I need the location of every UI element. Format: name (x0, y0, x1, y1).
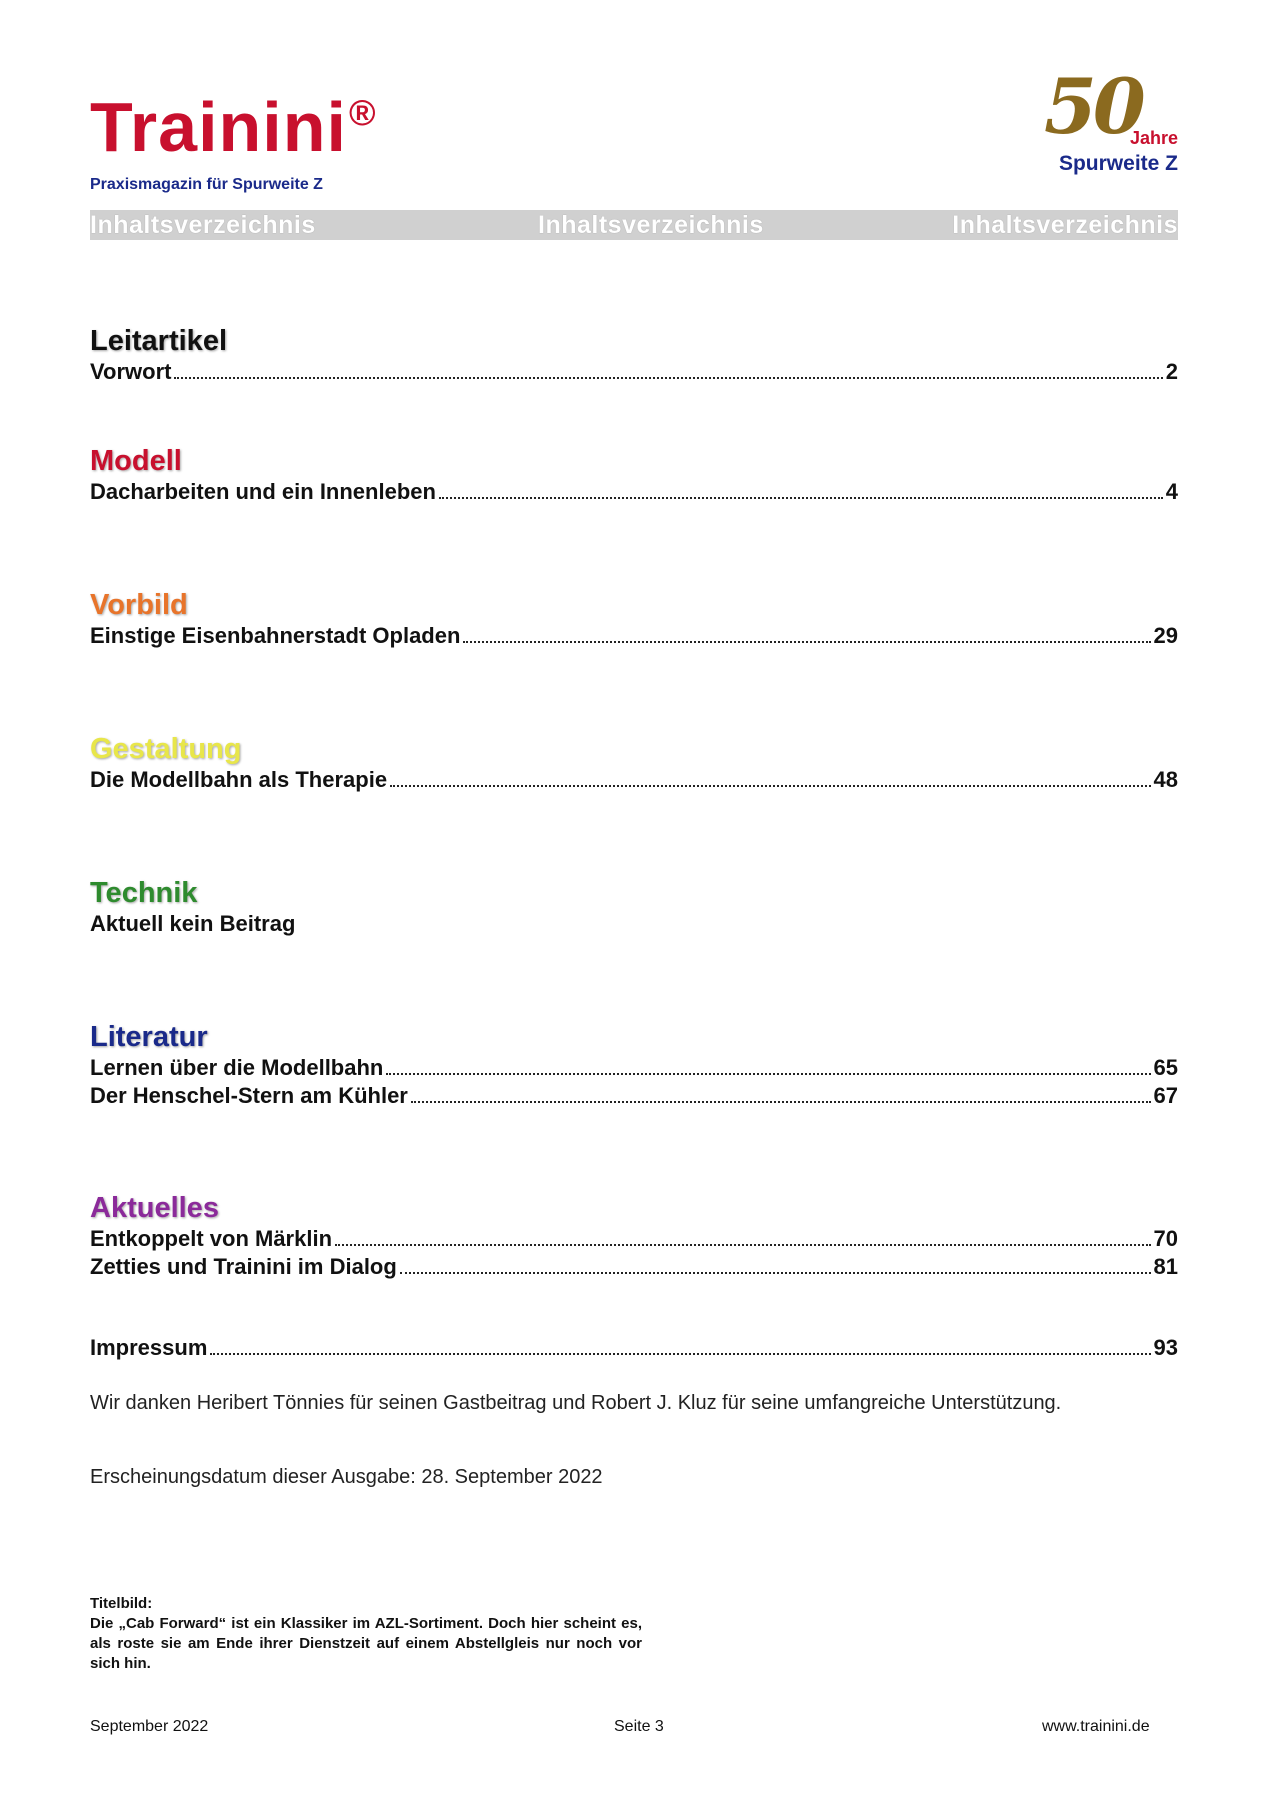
section-heading-vorbild: Vorbild (90, 589, 188, 621)
page-number: 4 (1165, 479, 1178, 504)
anniversary-subtitle: Spurweite Z (1058, 152, 1178, 175)
dot-leader (174, 377, 1162, 379)
toc-entry[interactable]: Vorwort 2 (90, 359, 1178, 384)
banner-text-center: Inhaltsverzeichnis (538, 211, 764, 239)
page-number: 48 (1153, 767, 1178, 792)
dot-leader (335, 1244, 1150, 1246)
registered-mark: ® (348, 92, 377, 133)
toc-section-gestaltung (90, 732, 1178, 794)
release-date-text: Erscheinungsdatum dieser Ausgabe: 28. September 2022 (90, 1466, 603, 1488)
toc-section-aktuelles (90, 1191, 1178, 1281)
toc-section-leitartikel (90, 324, 1178, 386)
toc-entry[interactable]: Zetties und Trainini im Dialog 81 (90, 1254, 1178, 1279)
dot-leader (439, 497, 1163, 499)
toc-entry[interactable]: Dacharbeiten und ein Innenleben 4 (90, 479, 1178, 504)
toc-section-technik (90, 876, 1178, 938)
page-number: 29 (1153, 623, 1178, 648)
section-heading-gestaltung: Gestaltung (90, 733, 242, 765)
section-heading-technik: Technik (90, 877, 198, 909)
section-heading-aktuelles: Aktuelles (90, 1192, 219, 1224)
caption-label: Titelbild: (90, 1595, 153, 1612)
dot-leader (386, 1073, 1150, 1075)
toc-note: Aktuell kein Beitrag (90, 911, 296, 936)
page-number: 2 (1165, 359, 1178, 384)
toc-entry[interactable]: Lernen über die Modellbahn 65 (90, 1055, 1178, 1080)
thanks-text: Wir danken Heribert Tönnies für seinen Gastbeitrag und Robert J. Kluz für seine umfangreiche Unterstützung. (90, 1392, 1062, 1414)
toc-entry-impressum[interactable]: Impressum 93 (90, 1335, 1178, 1360)
dot-leader (411, 1101, 1151, 1103)
dot-leader (390, 785, 1150, 787)
dot-leader (400, 1272, 1151, 1274)
footer-date: September 2022 (90, 1718, 209, 1735)
section-heading-literatur: Literatur (90, 1021, 208, 1053)
section-banner (90, 210, 1178, 240)
footer-url[interactable]: www.trainini.de (1042, 1718, 1150, 1735)
toc-section-vorbild (90, 588, 1178, 650)
anniversary-number: 50 (1044, 62, 1142, 151)
toc-section-modell (90, 444, 1178, 506)
banner-text-right: Inhaltsverzeichnis (952, 211, 1178, 239)
anniversary-word: Jahre (1129, 128, 1178, 148)
page-number: 65 (1153, 1055, 1178, 1080)
dot-leader (463, 641, 1150, 643)
toc-section-literatur (90, 1020, 1178, 1110)
caption-text: Die „Cab Forward“ ist ein Klassiker im AZL-Sortiment. Doch hier scheint es, als roste sie am Ende ihrer Dienstzeit auf einem Abstellgleis nur noch vor sich hin. (90, 1615, 642, 1672)
footer-page: Seite 3 (614, 1718, 664, 1735)
brand-tagline: Praxismagazin für Spurweite Z (90, 176, 323, 193)
banner-text-left: Inhaltsverzeichnis (90, 211, 316, 239)
page-number: 93 (1153, 1335, 1178, 1360)
toc-entry[interactable]: Der Henschel-Stern am Kühler 67 (90, 1083, 1178, 1108)
dot-leader (210, 1353, 1150, 1355)
page-number: 81 (1153, 1254, 1178, 1279)
toc-entry[interactable]: Entkoppelt von Märklin 70 (90, 1226, 1178, 1251)
page-number: 67 (1153, 1083, 1178, 1108)
toc-entry[interactable]: Einstige Eisenbahnerstadt Opladen 29 (90, 623, 1178, 648)
toc-section-impressum (90, 1334, 1178, 1362)
section-heading-modell: Modell (90, 445, 182, 477)
section-heading-leitartikel: Leitartikel (90, 325, 227, 357)
brand-logo: Trainini® (90, 88, 377, 166)
brand-block (90, 78, 376, 194)
cover-caption (90, 1594, 642, 1674)
anniversary-logo (1040, 62, 1180, 180)
page-number: 70 (1153, 1226, 1178, 1251)
toc-entry[interactable]: Die Modellbahn als Therapie 48 (90, 767, 1178, 792)
